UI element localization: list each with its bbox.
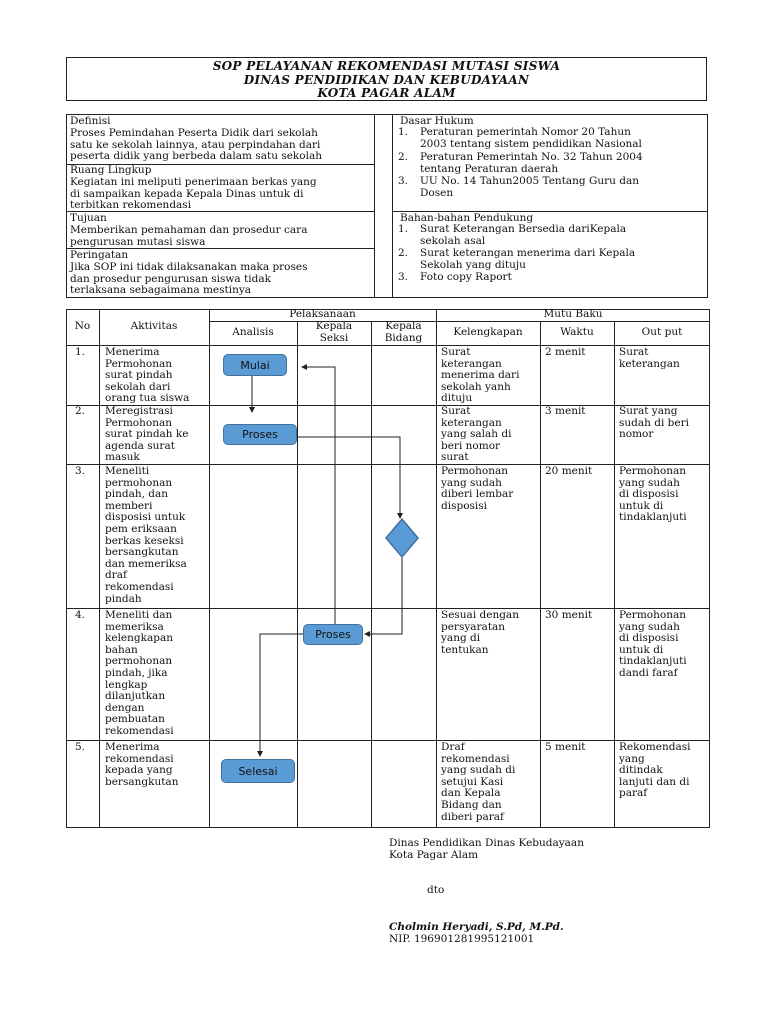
flow-selesai: Selesai	[221, 759, 295, 783]
signature-nip: NIP. 196901281995121001	[389, 933, 535, 945]
bahan-num-1: 1.	[398, 223, 409, 235]
arrow-proses2-to-mulai	[302, 367, 335, 624]
row-5-aktivitas: Menerima rekomendasi kepada yang bersangkutan	[105, 741, 179, 788]
dasar-hukum-num-1: 1.	[398, 126, 409, 138]
header-analisis: Analisis	[232, 326, 274, 338]
row-1-waktu: 2 menit	[545, 346, 586, 358]
arrow-proses2-to-selesai	[260, 634, 303, 756]
row-2-kelengkapan: Surat keterangan yang salah di beri nomor surat	[441, 405, 512, 464]
row-5-output: Rekomendasi yang ditindak lanjuti dan di paraf	[619, 741, 691, 800]
dasar-hukum-num-2: 2.	[398, 151, 409, 163]
bahan-item-1: Surat Keterangan Bersedia dariKepala sekolah asal	[420, 223, 627, 247]
row-3-kelengkapan: Permohonan yang sudah diberi lembar disposisi	[441, 465, 514, 512]
row-5-no: 5.	[75, 741, 86, 753]
row-4-kelengkapan: Sesuai dengan persyaratan yang di tentukan	[441, 609, 519, 656]
header-mutu-baku: Mutu Baku	[543, 308, 603, 320]
row-1-aktivitas: Menerima Permohonan surat pindah sekolah dari orang tua siswa	[105, 346, 190, 405]
bahan-item-2: Surat keterangan menerima dari Kepala Sekolah yang dituju	[420, 247, 636, 271]
tujuan-label: Tujuan	[70, 212, 107, 224]
header-no: No	[74, 320, 91, 332]
decision-diamond-icon	[386, 519, 418, 557]
row-2-waktu: 3 menit	[545, 405, 586, 417]
dasar-hukum-label: Dasar Hukum	[400, 115, 474, 127]
row-1-kelengkapan: Surat keterangan menerima dari sekolah yanh dituju	[441, 346, 520, 405]
row-4-waktu: 30 menit	[545, 609, 593, 621]
signature-name: Cholmin Heryadi, S.Pd, M.Pd.	[389, 921, 564, 933]
header-aktivitas: Aktivitas	[130, 320, 178, 332]
title-line-3: KOTA PAGAR ALAM	[317, 86, 456, 100]
row-1-no: 1.	[75, 346, 86, 358]
peringatan-text: Jika SOP ini tidak dilaksanakan maka proses dan prosedur pengurusan siswa tidak terlaksana sebagaimana mestinya	[70, 261, 308, 297]
header-kepala-bidang: Kepala Bidang	[384, 320, 423, 344]
row-3-aktivitas: Meneliti permohonan pindah, dan memberi disposisi untuk pem eriksaan berkas keseksi bersangkutan dan memeriksa draf rekomendasi pindah	[105, 465, 187, 605]
row-2-output: Surat yang sudah di beri nomor	[619, 405, 689, 441]
signature-dto: dto	[427, 884, 445, 896]
bahan-item-3: Foto copy Raport	[420, 271, 512, 283]
row-2-no: 2.	[75, 405, 86, 417]
title-line-1: SOP PELAYANAN REKOMENDASI MUTASI SISWA	[212, 59, 561, 73]
title-line-2: DINAS PENDIDIKAN DAN KEBUDAYAAN	[243, 72, 530, 87]
definisi-text: Proses Pemindahan Peserta Didik dari sekolah satu ke sekolah lainnya, atau perpindahan dari peserta didik yang berbeda dalam satu sekolah	[70, 127, 322, 163]
row-5-waktu: 5 menit	[545, 741, 586, 753]
row-4-aktivitas: Meneliti dan memeriksa kelengkapan bahan permohonan pindah, jika lengkap dilanjutkan dengan pembuatan rekomendasi	[105, 609, 174, 737]
arrow-decision-to-proses2	[365, 556, 402, 634]
flow-proses-2: Proses	[303, 624, 363, 645]
row-4-output: Permohonan yang sudah di disposisi untuk di tindaklanjuti dandi faraf	[619, 609, 687, 679]
header-waktu: Waktu	[560, 326, 594, 338]
dasar-hukum-num-3: 3.	[398, 175, 409, 187]
row-5-kelengkapan: Draf rekomendasi yang sudah di setujui Kasi dan Kepala Bidang dan diberi paraf	[441, 741, 516, 823]
tujuan-text: Memberikan pemahaman dan prosedur cara pengurusan mutasi siswa	[70, 224, 308, 248]
ruang-lingkup-label: Ruang Lingkup	[70, 164, 152, 176]
dasar-hukum-item-3: UU No. 14 Tahun2005 Tentang Guru dan Dosen	[420, 175, 640, 199]
header-pelaksanaan: Pelaksanaan	[289, 308, 356, 320]
header-kepala-seksi: Kepala Seksi	[315, 320, 353, 344]
header-kelengkapan: Kelengkapan	[453, 326, 523, 338]
row-1-output: Surat keterangan	[619, 346, 680, 370]
row-4-no: 4.	[75, 609, 86, 621]
flow-mulai: Mulai	[223, 354, 287, 376]
arrow-proses-to-decision	[297, 437, 400, 518]
ruang-lingkup-text: Kegiatan ini meliputi penerimaan berkas yang di sampaikan kepada Kepala Dinas untuk di terbitkan rekomendasi	[70, 176, 317, 212]
signature-city: Kota Pagar Alam	[389, 849, 479, 861]
peringatan-label: Peringatan	[70, 249, 129, 261]
row-2-aktivitas: Meregistrasi Permohonan surat pindah ke agenda surat masuk	[105, 405, 189, 464]
bahan-num-2: 2.	[398, 247, 409, 259]
bahan-pendukung-label: Bahan-bahan Pendukung	[400, 212, 534, 224]
dasar-hukum-item-2: Peraturan Pemerintah No. 32 Tahun 2004 tentang Peraturan daerah	[420, 151, 643, 175]
header-output: Out put	[641, 326, 683, 338]
signature-office: Dinas Pendidikan Dinas Kebudayaan	[389, 837, 584, 849]
row-3-no: 3.	[75, 465, 86, 477]
bahan-num-3: 3.	[398, 271, 409, 283]
flow-proses-1: Proses	[223, 424, 297, 445]
row-3-output: Permohonan yang sudah di disposisi untuk di tindaklanjuti	[619, 465, 687, 524]
row-3-waktu: 20 menit	[545, 465, 593, 477]
definisi-label: Definisi	[70, 115, 111, 127]
dasar-hukum-item-1: Peraturan pemerintah Nomor 20 Tahun 2003 tentang sistem pendidikan Nasional	[420, 126, 642, 150]
